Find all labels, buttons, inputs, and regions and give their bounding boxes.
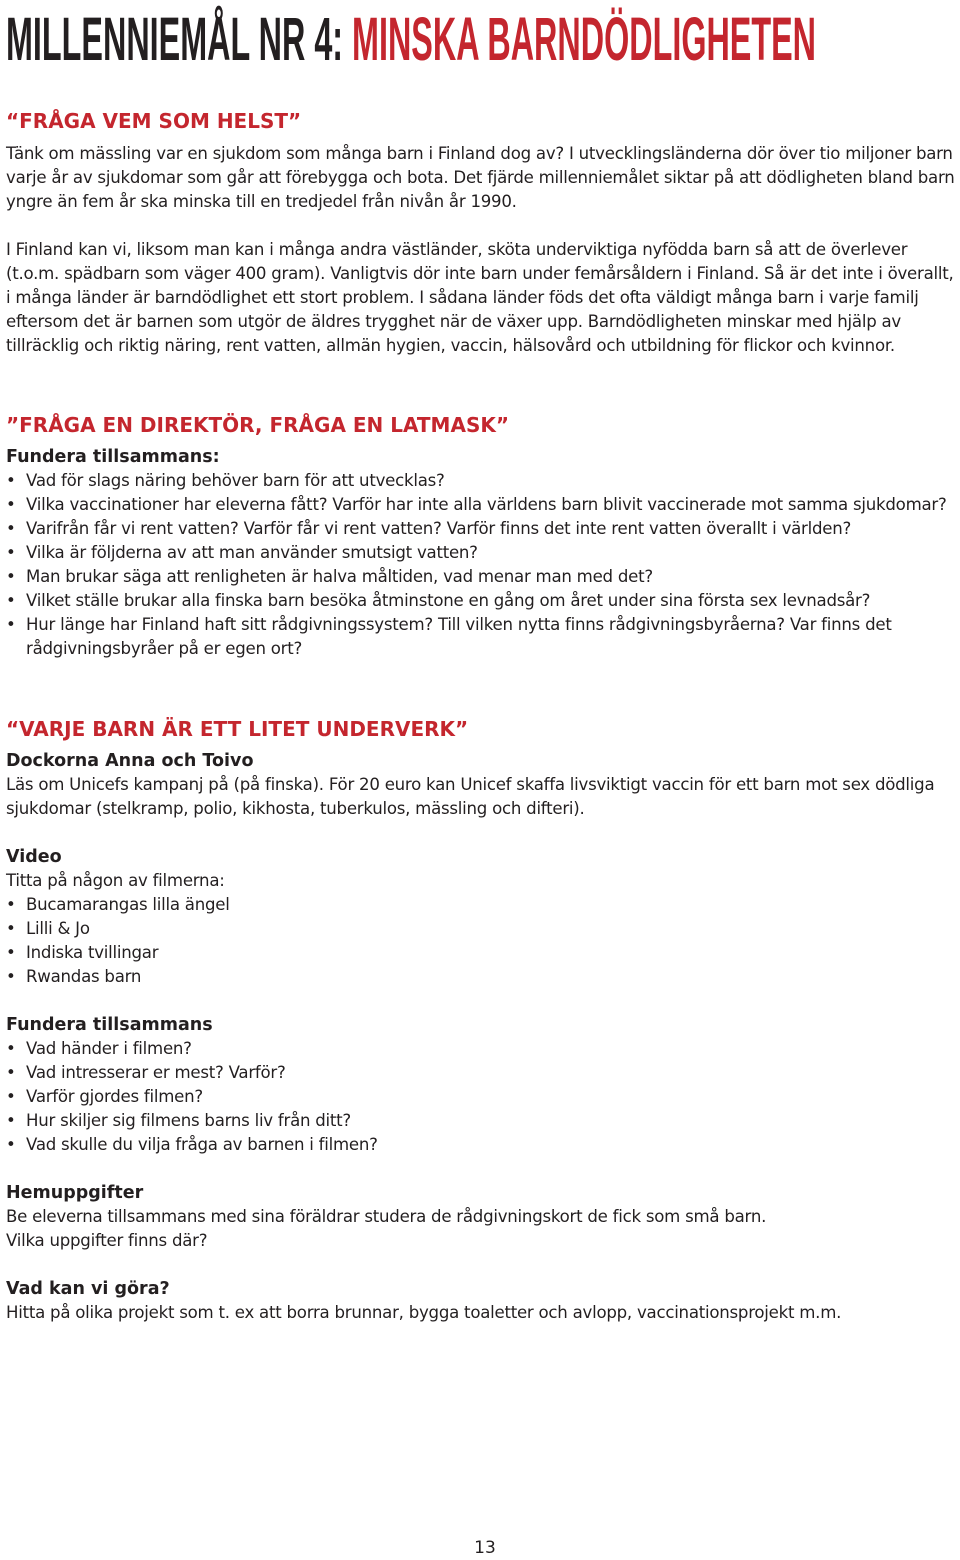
video-heading: Video: [6, 847, 62, 867]
section-heading-underverk: “VARJE BARN ÄR ETT LITET UNDERVERK”: [6, 717, 469, 741]
list-item: • Vad skulle du vilja fråga av barnen i filmen?: [6, 1133, 956, 1157]
discussion-list: [6, 469, 956, 661]
list-item: • Vilket ställe brukar alla finska barn besöka åtminstone en gång om året under sina första sex levnadsår?: [6, 589, 956, 613]
list-item: • Bucamarangas lilla ängel: [6, 893, 956, 917]
homework-heading: Hemuppgifter: [6, 1183, 144, 1203]
action-heading: Vad kan vi göra?: [6, 1279, 170, 1299]
action-paragraph: Hitta på olika projekt som t. ex att borra brunnar, bygga toaletter och avlopp, vaccinationsprojekt m.m.: [6, 1303, 842, 1322]
list-item: • Vad händer i filmen?: [6, 1037, 956, 1061]
dolls-paragraph: Läs om Unicefs kampanj på (på finska). För 20 euro kan Unicef skaffa livsviktigt vaccin för ett barn mot sex dödliga sjukdomar (stelkramp, polio, kikhosta, tuberkulos, mässling och difteri).: [6, 775, 935, 818]
homework-line-1: Be eleverna tillsammans med sina föräldrar studera de rådgivningskort de fick som små barn.: [6, 1207, 767, 1226]
film-list: [6, 893, 956, 989]
homework-line-2: Vilka uppgifter finns där?: [6, 1231, 208, 1250]
film-discuss-heading: Fundera tillsammans: [6, 1015, 213, 1035]
list-item: • Lilli & Jo: [6, 917, 956, 941]
film-discussion-list: [6, 1037, 956, 1157]
discuss-heading: Fundera tillsammans:: [6, 447, 220, 467]
video-intro: Titta på någon av filmerna:: [6, 871, 225, 890]
finland-paragraph: I Finland kan vi, liksom man kan i många andra västländer, sköta underviktiga nyfödda barn så att de överlever (t.o.m. spädbarn som väger 400 gram). Vanligtvis dör inte barn under femårsåldern i Finland. Så är det inte i överallt, i många länder är barndödlighet ett stort problem. I sådana länder föds det ofta väldigt många barn i varje familj eftersom det är barnen som utgör de äldres trygghet när de växer upp. Barndödligheten minskar med hjälp av tillräcklig och riktig näring, rent vatten, allmän hygien, vaccin, hälsovård och utbildning för flickor och kvinnor.: [6, 240, 954, 355]
list-item: • Vilka vaccinationer har eleverna fått? Varför har inte alla världens barn blivit vaccinerade mot samma sjukdomar?: [6, 493, 956, 517]
title-prefix: MILLENNIEMÅL NR 4:: [6, 5, 353, 73]
list-item: • Man brukar säga att renligheten är halva måltiden, vad menar man med det?: [6, 565, 956, 589]
list-item: • Varför gjordes filmen?: [6, 1085, 956, 1109]
list-item: • Hur skiljer sig filmens barns liv från ditt?: [6, 1109, 956, 1133]
list-item: • Vad för slags näring behöver barn för att utvecklas?: [6, 469, 956, 493]
list-item: • Indiska tvillingar: [6, 941, 956, 965]
list-item: • Hur länge har Finland haft sitt rådgivningssystem? Till vilken nytta finns rådgivningsbyråerna? Var finns det rådgivningsbyråer på er egen ort?: [6, 613, 956, 661]
list-item: • Rwandas barn: [6, 965, 956, 989]
section-heading-fraga-vem: “FRÅGA VEM SOM HELST”: [6, 109, 302, 133]
intro-paragraph: Tänk om mässling var en sjukdom som många barn i Finland dog av? I utvecklingsländerna dör över tio miljoner barn varje år av sjukdomar som går att förebygga och bota. Det fjärde millenniemålet siktar på att dödligheten bland barn yngre än fem år ska minska till en tredjedel från nivån år 1990.: [6, 144, 955, 211]
page-title: [6, 5, 817, 73]
list-item: • Vilka är följderna av att man använder smutsigt vatten?: [6, 541, 956, 565]
page-number: 13: [474, 1538, 496, 1558]
section-heading-direktor: ”FRÅGA EN DIREKTÖR, FRÅGA EN LATMASK”: [6, 413, 509, 437]
list-item: • Vad intresserar er mest? Varför?: [6, 1061, 956, 1085]
list-item: • Varifrån får vi rent vatten? Varför får vi rent vatten? Varför finns det inte rent vatten överallt i världen?: [6, 517, 956, 541]
title-highlight: MINSKA BARNDÖDLIGHETEN: [352, 5, 817, 73]
dolls-heading: Dockorna Anna och Toivo: [6, 751, 254, 771]
